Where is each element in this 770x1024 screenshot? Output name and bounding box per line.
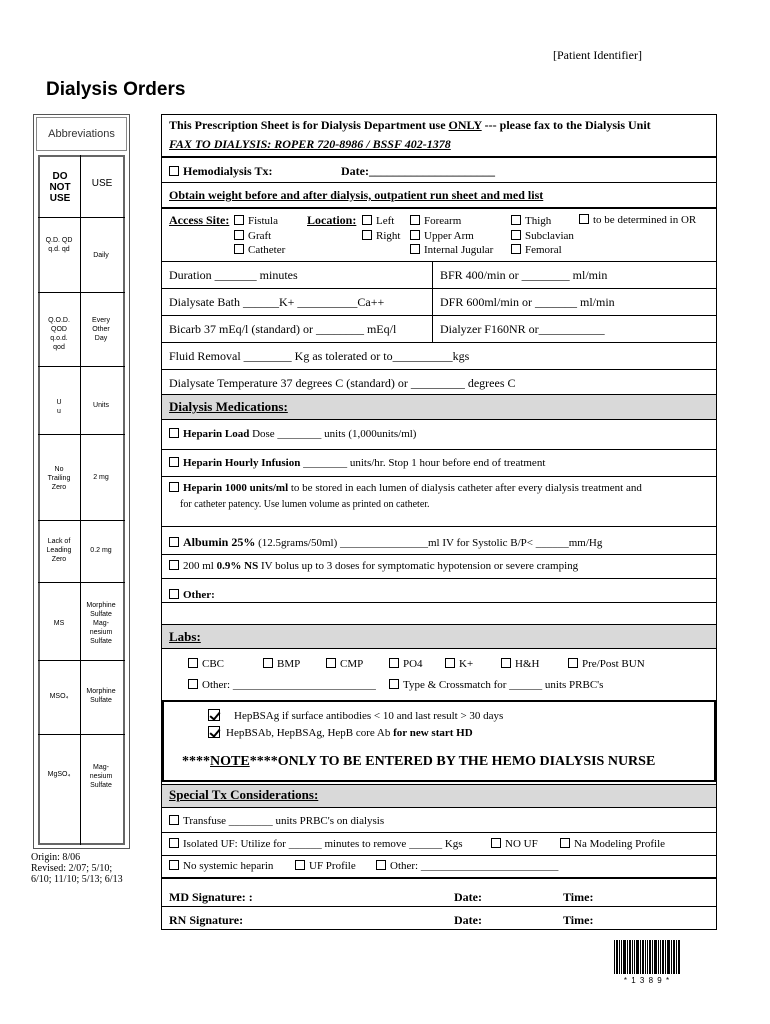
form-top-rule (161, 114, 717, 115)
location-femoral[interactable]: Femoral (511, 243, 574, 258)
abbrev-use-every-other-day: Every Other Day (92, 317, 110, 342)
location-right[interactable]: Right (362, 229, 400, 244)
heparin-1000-line2: for catheter patency. Use lumen volume as printed on catheter. (180, 499, 430, 510)
hemo-nurse-note: ****NOTE****ONLY TO BE ENTERED BY THE HEMO DIALYSIS NURSE (182, 754, 656, 769)
heparin-load[interactable]: Heparin Load Dose ________ units (1,000units/ml) (169, 428, 416, 440)
abbrev-use-0-2mg: 0.2 mg (90, 547, 112, 554)
bfr-field[interactable]: BFR 400/min or ________ ml/min (440, 268, 608, 282)
abbrev-rule (38, 734, 125, 735)
rule (161, 476, 717, 477)
special-tx-header: Special Tx Considerations: (169, 787, 319, 802)
abbrev-do-mso4: MSO₄ (49, 693, 69, 700)
abbrev-rule (38, 660, 125, 661)
origin-line: Origin: 8/06 (31, 852, 81, 863)
location-tbd[interactable]: to be determined in OR (579, 214, 696, 226)
rn-date[interactable]: Date: (454, 913, 482, 927)
no-systemic-heparin[interactable]: No systemic heparin (169, 860, 273, 872)
rule (161, 156, 717, 158)
dialyzer-field[interactable]: Dialyzer F160NR or___________ (440, 322, 605, 336)
hemo-tx-row: Hemodialysis Tx: (169, 164, 272, 179)
location-side (362, 214, 400, 243)
location-left[interactable]: Left (362, 214, 400, 229)
abbrev-do-qod: Q.O.D. QOD q.o.d. qod (48, 317, 70, 351)
ns-bolus[interactable]: 200 ml 0.9% NS IV bolus up to 3 doses for symptomatic hypotension or severe cramping (169, 560, 578, 572)
abbrev-use-morphine-sulfate: Morphine Sulfate (86, 688, 116, 704)
lab-pre-post-bun[interactable]: Pre/Post BUN (568, 658, 645, 670)
abbrev-use-2mg: 2 mg (93, 474, 109, 481)
heparin-hourly[interactable]: Heparin Hourly Infusion ________ units/hr. Stop 1 hour before end of treatment (169, 457, 545, 469)
rule (161, 578, 717, 579)
labs-header: Labs: (169, 629, 201, 644)
access-catheter[interactable]: Catheter (234, 243, 285, 258)
bicarb-field[interactable]: Bicarb 37 mEq/l (standard) or ________ mEq/l (169, 322, 397, 336)
rule (161, 929, 717, 930)
barcode-icon (614, 940, 680, 974)
md-date[interactable]: Date: (454, 890, 482, 904)
abbrev-do-leading-zero: Lack of Leading Zero (46, 538, 72, 563)
column-divider (432, 261, 433, 342)
abbrev-rule (38, 366, 125, 367)
fax-line: FAX TO DIALYSIS: ROPER 720-8986 / BSSF 402-1378 (169, 137, 451, 151)
rule (161, 877, 717, 879)
col-do-not-use: DO NOT USE (49, 171, 71, 204)
lab-other[interactable]: Other: __________________________ (188, 679, 376, 691)
md-time[interactable]: Time: (563, 890, 594, 904)
rule (161, 288, 717, 289)
isolated-uf[interactable]: Isolated UF: Utilize for ______ minutes to remove ______ Kgs (169, 838, 463, 850)
location-upper-arm[interactable]: Upper Arm (410, 229, 493, 244)
location-thigh[interactable]: Thigh (511, 214, 574, 229)
rule (161, 832, 717, 833)
barcode (614, 940, 680, 974)
rule (161, 554, 717, 555)
rule (161, 602, 717, 603)
patient-identifier: [Patient Identifier] (553, 48, 642, 62)
albumin-order[interactable]: Albumin 25% (12.5grams/50ml) ________________ml IV for Systolic B/P< ______mm/Hg (169, 535, 602, 550)
weight-line: Obtain weight before and after dialysis, outpatient run sheet and med list (169, 188, 544, 202)
abbrev-rule (38, 292, 125, 293)
rule (161, 526, 717, 527)
origin-info (31, 852, 123, 885)
abbrev-use-daily: Daily (93, 252, 109, 259)
col-use: USE (91, 178, 113, 189)
abbrev-use-magnesium-sulfate: Mag-nesium Sulfate (89, 764, 113, 789)
abbrev-rule (38, 582, 125, 583)
rule (161, 906, 717, 907)
rule (161, 207, 717, 209)
lab-potassium[interactable]: K+ (445, 658, 473, 670)
location-subclavian[interactable]: Subclavian (511, 229, 574, 244)
rule (161, 261, 717, 262)
rn-signature[interactable]: RN Signature: (169, 913, 244, 927)
intro-text: This Prescription Sheet is for Dialysis Department use ONLY --- please fax to the Dialysis Unit (169, 118, 651, 132)
lab-cbc[interactable]: CBC (188, 658, 224, 670)
lab-hh[interactable]: H&H (501, 658, 539, 670)
hep-bsag[interactable]: HepBSAg if surface antibodies < 10 and last result > 30 days (208, 709, 503, 722)
access-graft[interactable]: Graft (234, 229, 285, 244)
lab-type-crossmatch[interactable]: Type & Crossmatch for ______ units PRBC's (389, 679, 603, 691)
revised-line: Revised: 2/07; 5/10; (31, 863, 113, 874)
medications-header: Dialysis Medications: (169, 399, 288, 414)
fluid-removal-field[interactable]: Fluid Removal ________ Kg as tolerated or to__________kgs (169, 349, 470, 363)
access-options (234, 214, 285, 258)
location-region-2 (511, 214, 574, 258)
transfuse-order[interactable]: Transfuse ________ units PRBC's on dialysis (169, 815, 384, 827)
special-other[interactable]: Other: _________________________ (376, 860, 558, 872)
abbrev-do-qd: Q.D. QD q.d. qd (45, 237, 73, 253)
abbrev-use-morphine-magnesium: Morphine Sulfate Mag-nesium Sulfate (86, 602, 116, 645)
rule (161, 342, 717, 343)
dialysate-temp-field[interactable]: Dialysate Temperature 37 degrees C (standard) or _________ degrees C (169, 376, 516, 390)
rule (161, 369, 717, 370)
abbrev-do-ms: MS (53, 620, 65, 627)
lab-po4[interactable]: PO4 (389, 658, 423, 670)
med-other[interactable]: Other: (169, 589, 215, 601)
rule (161, 182, 717, 183)
abbrev-use-units: Units (93, 402, 109, 409)
abbrev-rule (38, 434, 125, 435)
no-uf[interactable]: NO UF (491, 838, 538, 850)
barcode-text: * 1 3 8 9 * (623, 976, 671, 985)
rule (161, 315, 717, 316)
abbrev-do-u: U u (56, 399, 62, 415)
lab-cmp[interactable]: CMP (326, 658, 363, 670)
rule (161, 449, 717, 450)
checked-checkbox-icon[interactable] (208, 726, 220, 738)
dfr-field[interactable]: DFR 600ml/min or _______ ml/min (440, 295, 615, 309)
duration-field[interactable]: Duration _______ minutes (169, 268, 298, 282)
heparin-1000[interactable]: Heparin 1000 units/ml to be stored in each lumen of dialysis catheter after every dialysis treatment and (169, 482, 642, 494)
page-title: Dialysis Orders (46, 79, 186, 100)
abbrev-do-mgso4: MgSO₄ (47, 771, 71, 778)
lab-bmp[interactable]: BMP (263, 658, 300, 670)
hep-bsab[interactable]: HepBSAb, HepBSAg, HepB core Ab for new start HD (208, 726, 473, 739)
abbrev-rule (38, 520, 125, 521)
dialysate-bath-field[interactable]: Dialysate Bath ______K+ __________Ca++ (169, 295, 385, 309)
access-fistula[interactable]: Fistula (234, 214, 285, 229)
rn-time[interactable]: Time: (563, 913, 594, 927)
na-modeling-profile[interactable]: Na Modeling Profile (560, 838, 665, 850)
labs-header-band (162, 625, 716, 649)
abbrev-rule (38, 217, 125, 218)
location-internal-jugular[interactable]: Internal Jugular (410, 243, 493, 258)
location-label: Location: (307, 213, 357, 227)
uf-profile[interactable]: UF Profile (295, 860, 356, 872)
hemo-date[interactable]: Date:_____________________ (341, 164, 495, 178)
rule (161, 855, 717, 856)
md-signature[interactable]: MD Signature: : (169, 890, 253, 904)
revised-line-2: 6/10; 11/10; 5/13; 6/13 (31, 874, 123, 885)
location-forearm[interactable]: Forearm (410, 214, 493, 229)
access-site: Access Site: (169, 213, 230, 227)
abbrev-do-trailing-zero: No Trailing Zero (47, 466, 71, 491)
hemo-tx-checkbox[interactable] (169, 166, 179, 176)
abbreviations-title: Abbreviations (36, 117, 127, 151)
checked-checkbox-icon[interactable] (208, 709, 220, 721)
location-region (410, 214, 493, 258)
